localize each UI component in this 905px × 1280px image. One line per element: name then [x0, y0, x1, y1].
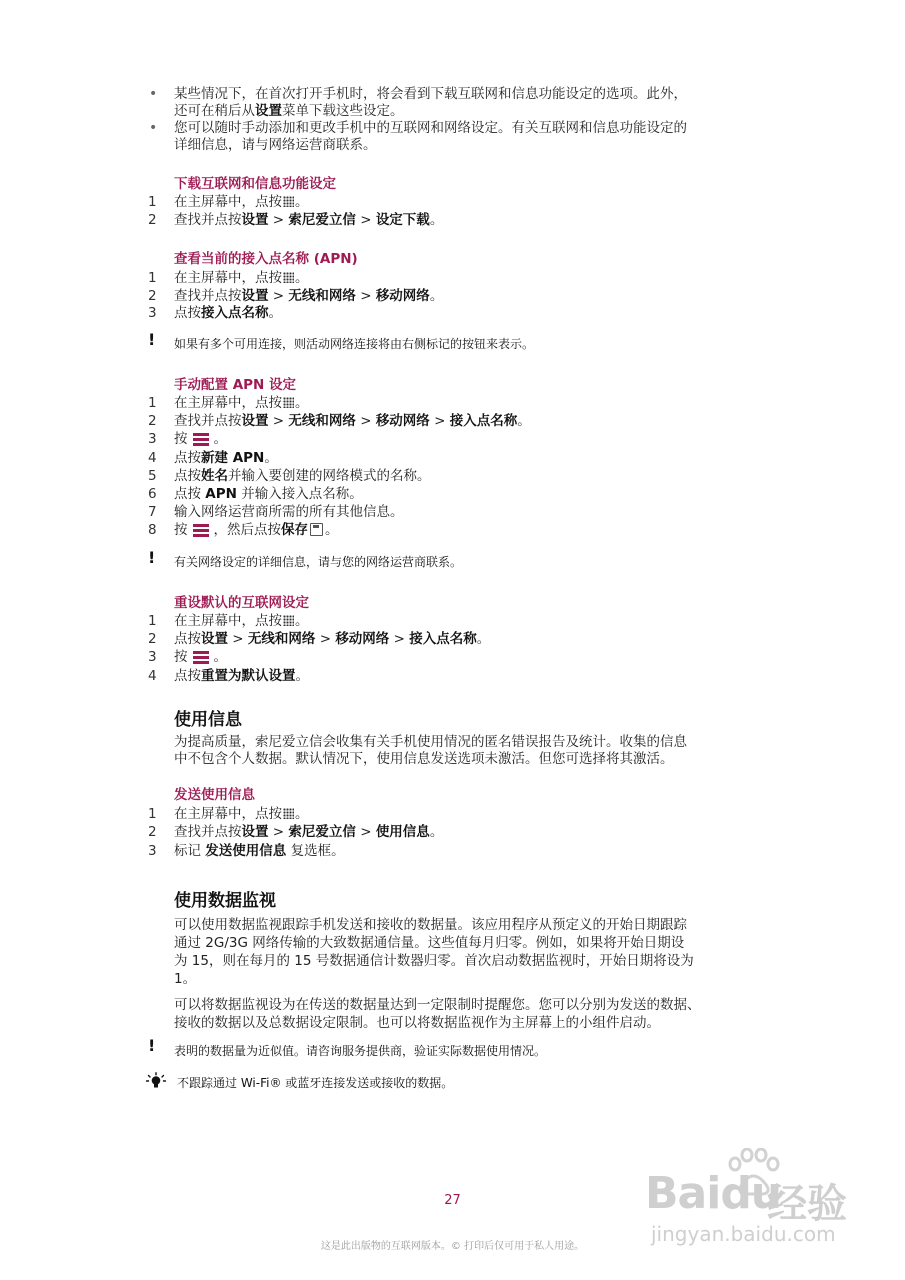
step-number: 2: [148, 824, 157, 840]
step-number: 2: [148, 212, 157, 228]
step-number: 2: [148, 413, 157, 429]
data-monitor-p1-line-3: 为 15，则在每月的 15 号数据通信计数器归零。首次启动数据监视时，开始日期将设为: [174, 953, 694, 969]
step-text: 输入网络运营商所需的所有其他信息。: [174, 504, 404, 520]
section-title-download: 下载互联网和信息功能设定: [174, 176, 336, 192]
lightbulb-icon: [146, 1072, 166, 1090]
step-number: 2: [148, 631, 157, 647]
note-text: 如果有多个可用连接，则活动网络连接将由右侧标记的按钮来表示。: [174, 337, 535, 351]
page-number: 27: [444, 1193, 461, 1208]
step-text: 查找并点按设置 > 无线和网络 > 移动网络 > 接入点名称。: [174, 413, 531, 429]
footer-text: 这是此出版物的互联网版本。© 打印后仅可用于私人用途。: [320, 1241, 585, 1252]
step-number: 7: [148, 504, 157, 520]
exclamation-icon: !: [148, 330, 156, 349]
exclamation-icon: !: [148, 1036, 156, 1055]
section-title-manual-apn: 手动配置 APN 设定: [174, 377, 297, 393]
step-text: 在主屏幕中，点按 。: [174, 806, 309, 822]
apps-grid-icon: [283, 272, 294, 283]
exclamation-icon: !: [148, 548, 156, 567]
heading-usage-info: 使用信息: [174, 710, 242, 730]
step-text: 点按接入点名称。: [174, 305, 282, 321]
step-number: 1: [148, 270, 157, 286]
step-text: 按 。: [174, 649, 227, 665]
watermark-logo-text: Baidu: [645, 1168, 782, 1219]
step-text: 查找并点按设置 > 无线和网络 > 移动网络。: [174, 288, 444, 304]
step-text: 点按重置为默认设置。: [174, 668, 309, 684]
section-title-reset: 重设默认的互联网设定: [174, 595, 309, 611]
bullet-2-line-2: 详细信息，请与网络运营商联系。: [174, 137, 377, 153]
apps-grid-icon: [283, 397, 294, 408]
bullet-dot: •: [149, 120, 158, 136]
menu-icon: [191, 522, 211, 538]
step-text: 按 。: [174, 431, 227, 447]
apps-grid-icon: [283, 196, 294, 207]
data-monitor-p1-line-1: 可以使用数据监视跟踪手机发送和接收的数据量。该应用程序从预定义的开始日期跟踪: [174, 917, 687, 933]
menu-icon: [191, 649, 211, 665]
data-monitor-p1-line-2: 通过 2G/3G 网络传输的大致数据通信量。这些值每月归零。例如，如果将开始日期设: [174, 935, 685, 951]
step-number: 3: [148, 649, 157, 665]
menu-icon: [191, 431, 211, 447]
step-number: 1: [148, 806, 157, 822]
apps-grid-icon: [283, 615, 294, 626]
note-text: 表明的数据量为近似值。请咨询服务提供商，验证实际数据使用情况。: [174, 1044, 547, 1058]
bullet-1-line-2: 还可在稍后从设置菜单下载这些设定。: [174, 103, 404, 119]
data-monitor-p2-line-2: 接收的数据以及总数据设定限制。也可以将数据监视作为主屏幕上的小组件启动。: [174, 1015, 660, 1031]
step-number: 5: [148, 468, 157, 484]
step-text: 点按新建 APN。: [174, 450, 278, 466]
step-number: 1: [148, 395, 157, 411]
step-number: 4: [148, 450, 157, 466]
step-number: 1: [148, 194, 157, 210]
bullet-dot: •: [149, 86, 158, 102]
section-title-send-usage: 发送使用信息: [174, 787, 255, 803]
step-text: 在主屏幕中，点按 。: [174, 395, 309, 411]
step-number: 1: [148, 613, 157, 629]
step-text: 点按 APN 并输入接入点名称。: [174, 486, 363, 502]
step-text: 在主屏幕中，点按 。: [174, 613, 309, 629]
data-monitor-p1-line-4: 1。: [174, 971, 197, 987]
step-number: 3: [148, 431, 157, 447]
step-number: 6: [148, 486, 157, 502]
heading-data-monitor: 使用数据监视: [174, 891, 276, 911]
step-text: 查找并点按设置 > 索尼爱立信 > 设定下载。: [174, 212, 444, 228]
section-title-view-apn: 查看当前的接入点名称 (APN): [174, 251, 358, 267]
save-icon: [310, 523, 323, 536]
usage-info-line-1: 为提高质量，索尼爱立信会收集有关手机使用情况的匿名错误报告及统计。收集的信息: [174, 734, 687, 750]
note-text: 有关网络设定的详细信息，请与您的网络运营商联系。: [174, 555, 463, 569]
data-monitor-p2-line-1: 可以将数据监视设为在传送的数据量达到一定限制时提醒您。您可以分别为发送的数据、: [174, 997, 701, 1013]
step-text: 点按姓名并输入要创建的网络模式的名称。: [174, 468, 431, 484]
step-text: 点按设置 > 无线和网络 > 移动网络 > 接入点名称。: [174, 631, 491, 647]
apps-grid-icon: [283, 808, 294, 819]
step-number: 2: [148, 288, 157, 304]
watermark-logo-cn: 经验: [767, 1181, 847, 1227]
usage-info-line-2: 中不包含个人数据。默认情况下，使用信息发送选项未激活。但您可选择将其激活。: [174, 751, 674, 767]
step-text: 在主屏幕中，点按 。: [174, 194, 309, 210]
bullet-1-line-1: 某些情况下，在首次打开手机时，将会看到下载互联网和信息功能设定的选项。此外，: [174, 86, 687, 102]
step-number: 3: [148, 843, 157, 859]
step-number: 4: [148, 668, 157, 684]
step-number: 8: [148, 522, 157, 538]
step-text: 在主屏幕中，点按 。: [174, 270, 309, 286]
step-text: 按 ，然后点按保存 。: [174, 522, 339, 538]
step-text: 标记 发送使用信息 复选框。: [174, 843, 345, 859]
tip-text: 不跟踪通过 Wi-Fi® 或蓝牙连接发送或接收的数据。: [177, 1076, 454, 1090]
bullet-2-line-1: 您可以随时手动添加和更改手机中的互联网和网络设定。有关互联网和信息功能设定的: [174, 120, 687, 136]
watermark-url: jingyan.baidu.com: [651, 1222, 836, 1246]
step-number: 3: [148, 305, 157, 321]
step-text: 查找并点按设置 > 索尼爱立信 > 使用信息。: [174, 824, 444, 840]
